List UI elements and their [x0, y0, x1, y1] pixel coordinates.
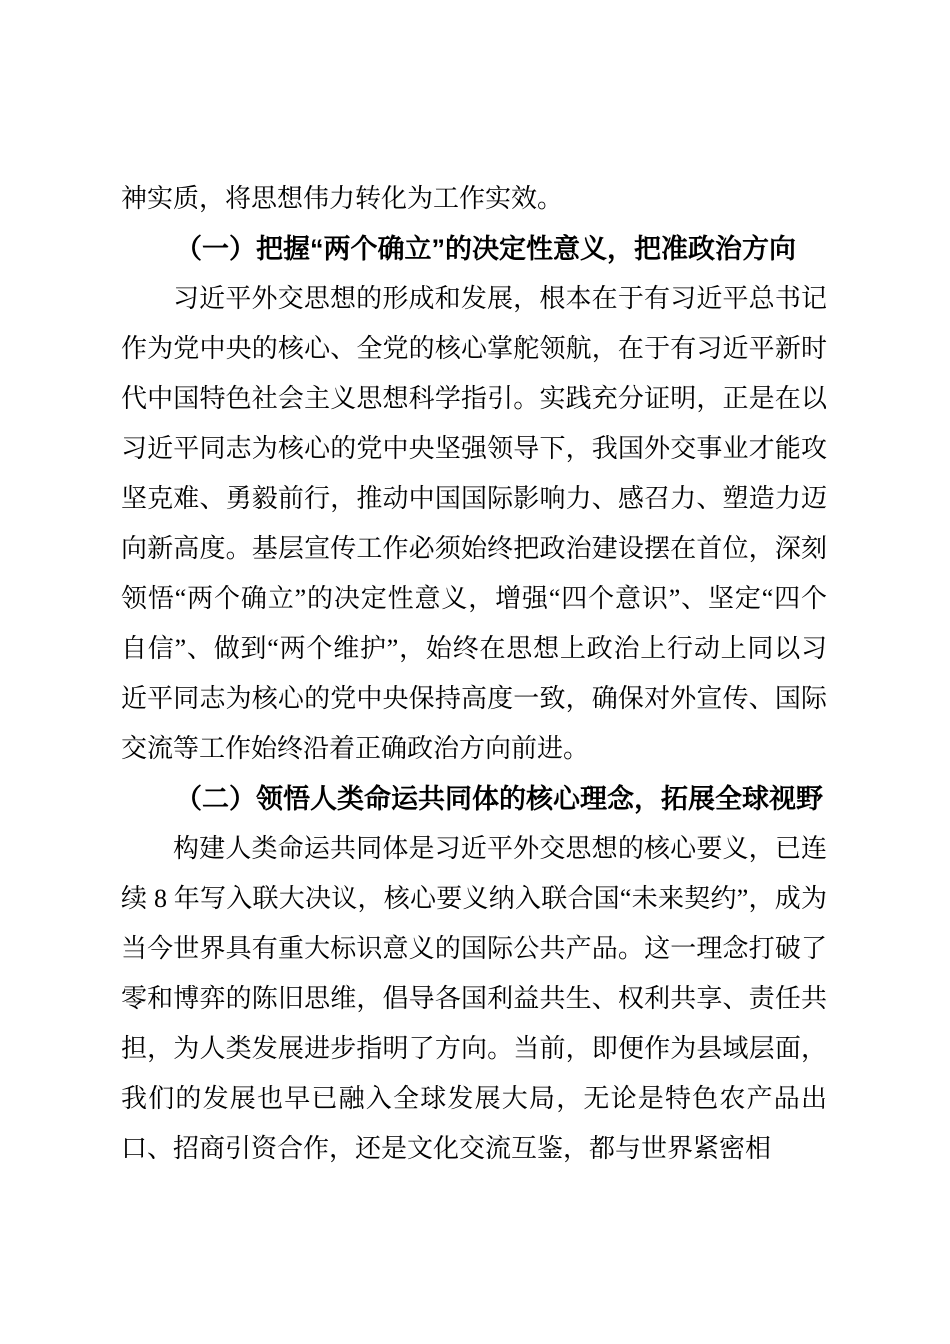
- paragraph-continuation: 神实质，将思想伟力转化为工作实效。: [121, 184, 564, 213]
- document-content: [121, 174, 827, 1174]
- section-paragraph-1: 习近平外交思想的形成和发展，根本在于有习近平总书记作为党中央的核心、全党的核心掌舵领航，在于有习近平新时代中国特色社会主义思想科学指引。实践充分证明，正是在以习近平同志为核心的党中央坚强领导下，我国外交事业才能攻坚克难、勇毅前行，推动中国国际影响力、感召力、塑造力迈向新高度。基层宣传工作必须始终把政治建设摆在首位，深刻领悟“两个确立”的决定性意义，增强“四个意识”、坚定“四个自信”、做到“两个维护”，始终在思想上政治上行动上同以习近平同志为核心的党中央保持高度一致，确保对外宣传、国际交流等工作始终沿着正确政治方向前进。: [121, 284, 827, 763]
- section-heading-2: （二）领悟人类命运共同体的核心理念，拓展全球视野: [175, 784, 823, 814]
- section-paragraph-2: 构建人类命运共同体是习近平外交思想的核心要义，已连续 8 年写入联大决议，核心要义纳入联合国“未来契约”，成为当今世界具有重大标识意义的国际公共产品。这一理念打破了零和博弈的陈旧思维，倡导各国利益共生、权利共享、责任共担，为人类发展进步指明了方向。当前，即便作为县域层面，我们的发展也早已融入全球发展大局，无论是特色农产品出口、招商引资合作，还是文化交流互鉴，都与世界紧密相: [121, 834, 827, 1163]
- section-heading-1: （一）把握“两个确立”的决定性意义，把准政治方向: [175, 234, 796, 264]
